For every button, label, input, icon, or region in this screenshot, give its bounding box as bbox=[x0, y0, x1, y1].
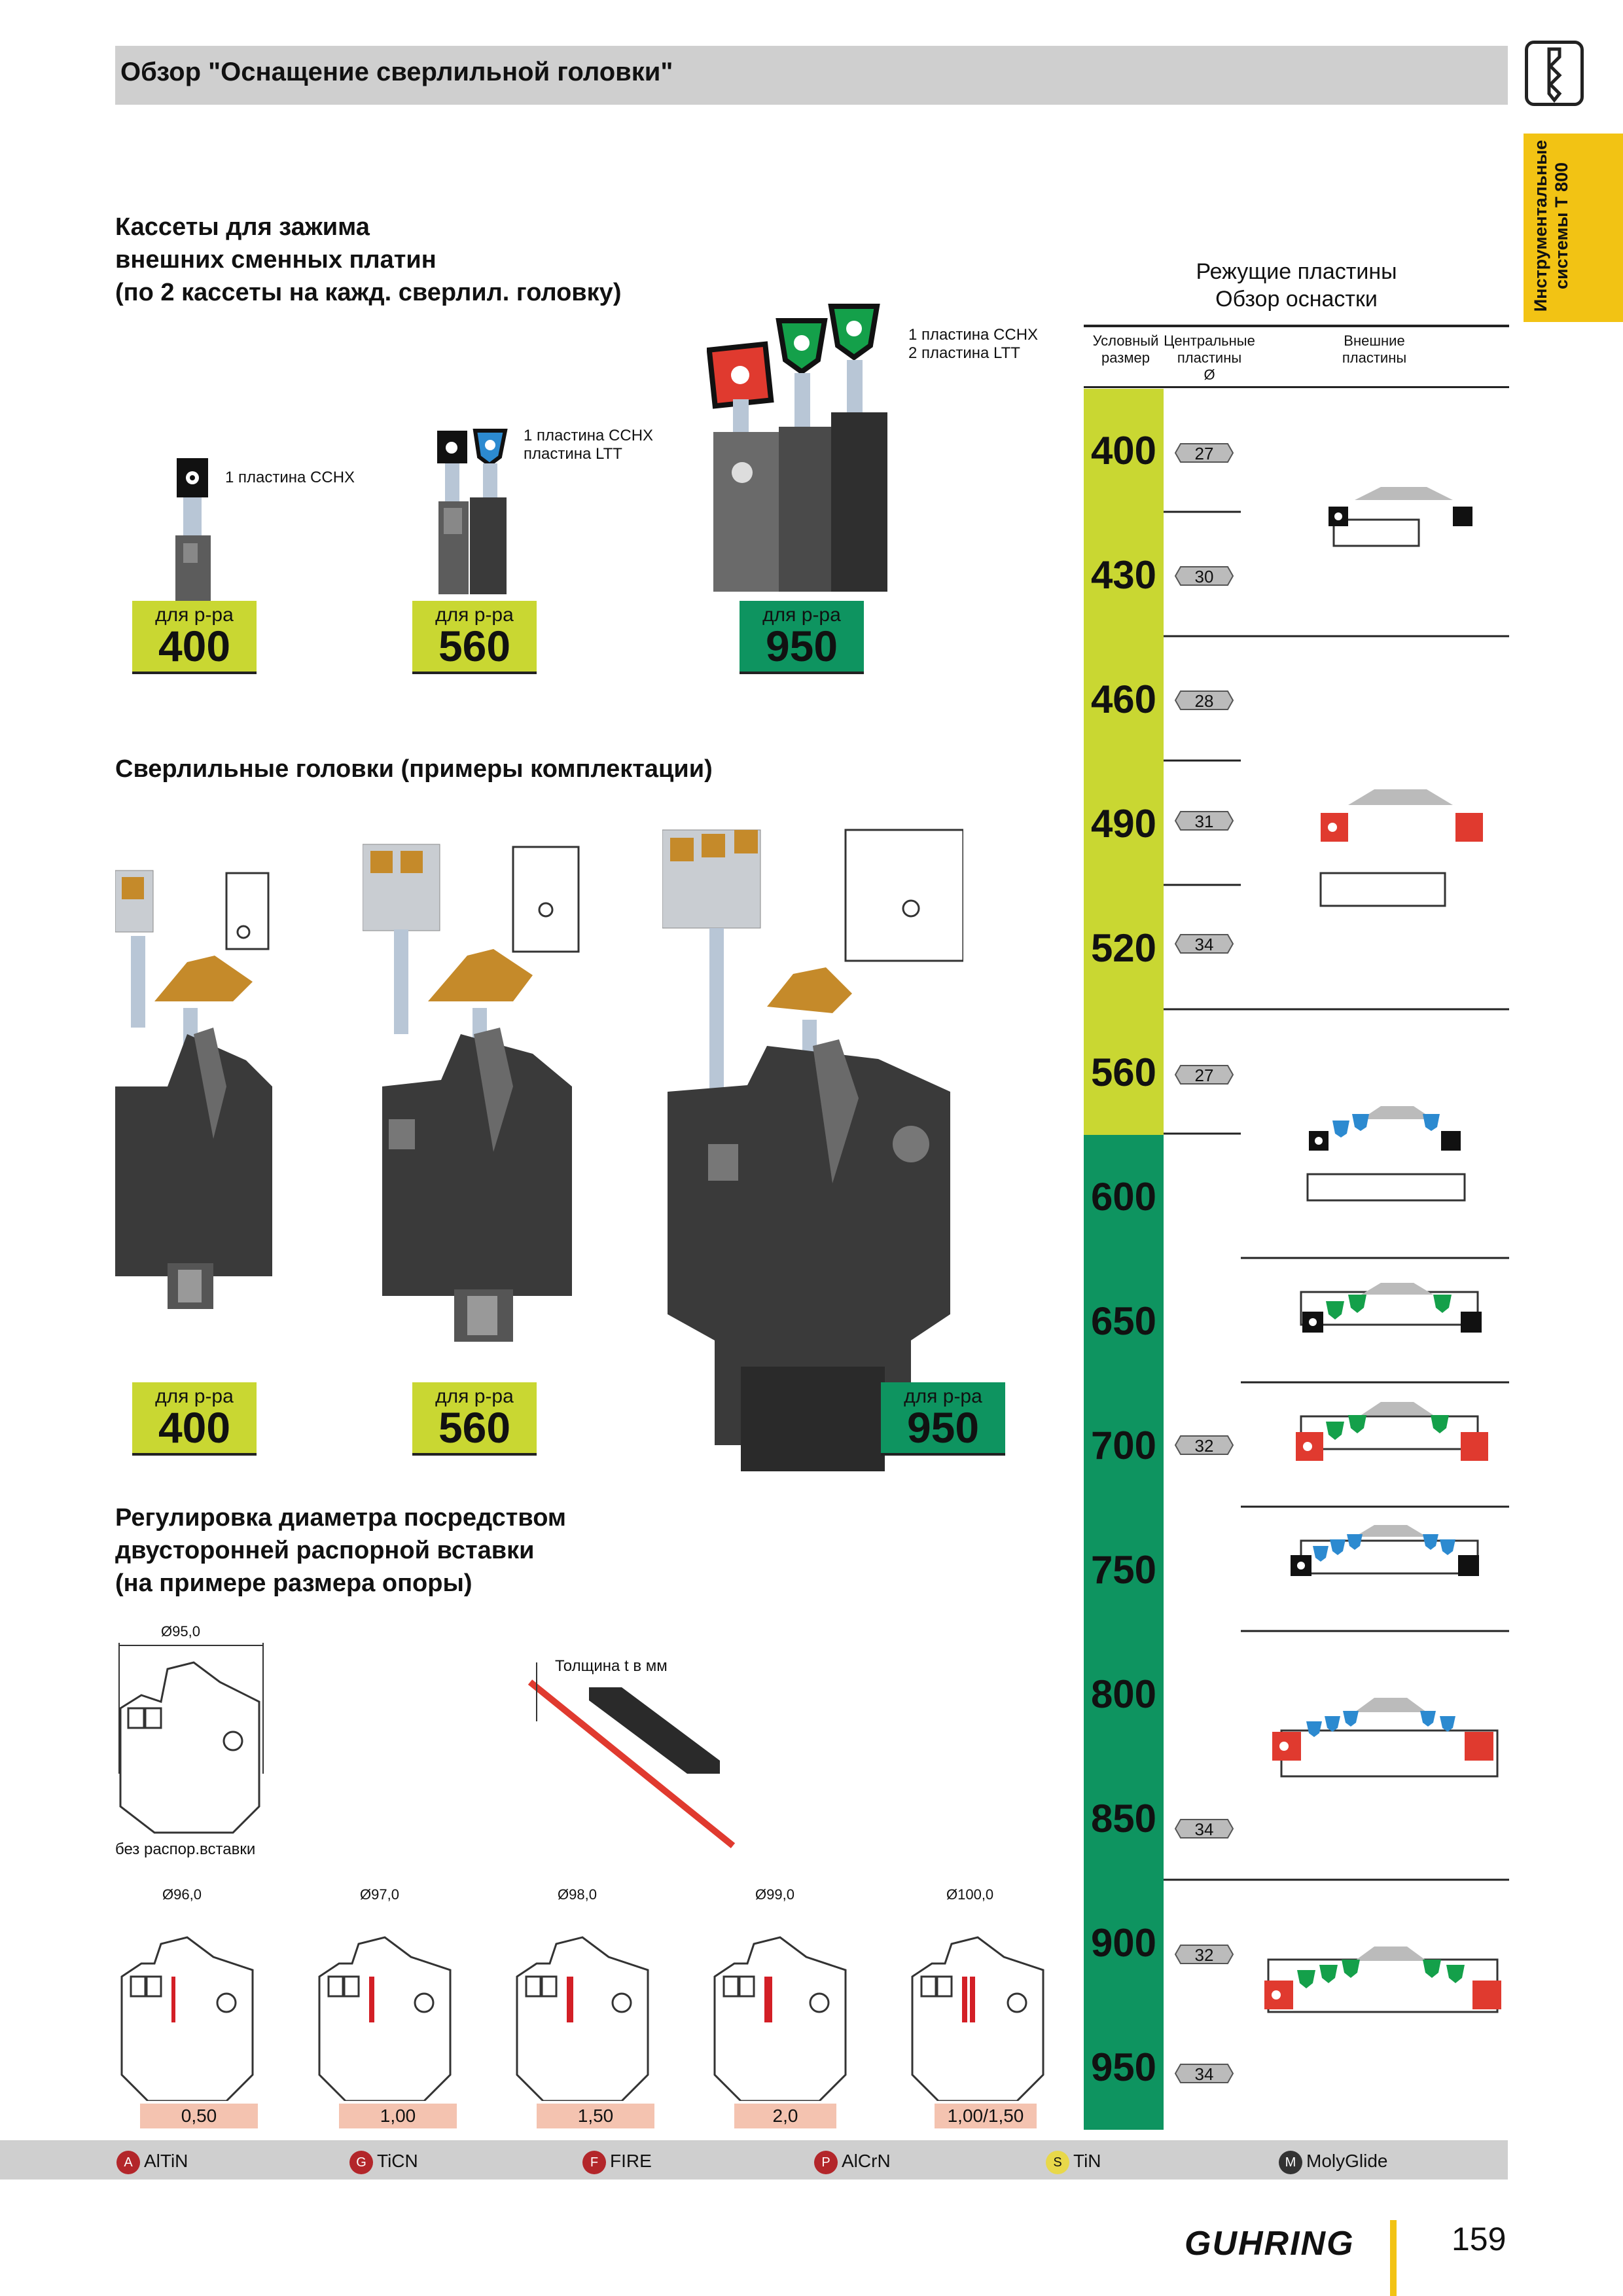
coating-ticn bbox=[349, 2148, 418, 2174]
brand-logo: GUHRING bbox=[1185, 2225, 1355, 2263]
page-number: 159 bbox=[1452, 2221, 1507, 2257]
badge-value: 560 bbox=[438, 1403, 511, 1452]
coating-label: TiCN bbox=[377, 2151, 418, 2171]
size-cell: 850 bbox=[1084, 1757, 1164, 1881]
base-diameter: Ø95,0 bbox=[161, 1623, 200, 1640]
badge-label: для р-ра bbox=[155, 1386, 234, 1407]
central-plate bbox=[1174, 690, 1234, 711]
diameter-label: Ø97,0 bbox=[360, 1886, 399, 1903]
size-cell: 560 bbox=[1084, 1011, 1164, 1135]
coating-alcrn bbox=[814, 2148, 891, 2174]
outer-inserts-400-430 bbox=[1302, 471, 1499, 563]
central-value: 34 bbox=[1194, 2064, 1214, 2084]
central-plate bbox=[1174, 1064, 1234, 1085]
central-plate bbox=[1174, 1818, 1234, 1839]
badge-value: 400 bbox=[158, 622, 231, 670]
col-header-line: Условный bbox=[1092, 332, 1159, 349]
coating-icon: A bbox=[116, 2151, 140, 2174]
central-value: 32 bbox=[1194, 1436, 1214, 1456]
size-cell: 600 bbox=[1084, 1135, 1164, 1259]
drill-head-950-image bbox=[662, 817, 963, 1478]
col-size-header bbox=[1086, 332, 1165, 367]
central-plate bbox=[1174, 2063, 1234, 2084]
coating-icon: S bbox=[1046, 2151, 1069, 2174]
page-title: Обзор "Оснащение сверлильной головки" bbox=[120, 58, 673, 86]
central-value: 34 bbox=[1194, 935, 1214, 954]
table-rule bbox=[1084, 325, 1509, 327]
cassette-560-image bbox=[432, 424, 530, 596]
size-cell: 430 bbox=[1084, 513, 1164, 637]
base-caption: без распор.вставки bbox=[115, 1840, 256, 1858]
coating-label: AlCrN bbox=[842, 2151, 891, 2171]
section1-title-line: (по 2 кассеты на кажд. сверлил. головку) bbox=[115, 279, 622, 306]
col-header-line: Ø bbox=[1204, 367, 1215, 383]
table-title-line: Обзор оснастки bbox=[1215, 287, 1378, 312]
page-header-bar bbox=[115, 46, 1508, 105]
size-cell: 700 bbox=[1084, 1384, 1164, 1508]
note-line: 1 пластина CCHX bbox=[524, 427, 654, 444]
central-value: 31 bbox=[1194, 812, 1214, 831]
badge-value: 560 bbox=[438, 622, 511, 670]
central-value: 27 bbox=[1194, 444, 1214, 463]
outer-inserts-700 bbox=[1289, 1394, 1505, 1466]
coating-label: MolyGlide bbox=[1306, 2151, 1388, 2171]
badge-label: для р-ра bbox=[155, 604, 234, 626]
col-outer-header bbox=[1302, 332, 1446, 367]
col-header-line: пластины bbox=[1342, 350, 1407, 366]
central-value: 27 bbox=[1194, 1066, 1214, 1085]
note-950 bbox=[908, 326, 1038, 363]
coating-icon: G bbox=[349, 2151, 373, 2174]
badge-950 bbox=[740, 601, 864, 674]
central-plate bbox=[1174, 933, 1234, 954]
thickness-value: 1,00/1,50 bbox=[935, 2104, 1037, 2128]
section-tab bbox=[1524, 134, 1623, 322]
table-title-line: Режущие пластины bbox=[1196, 259, 1397, 284]
size-cell: 650 bbox=[1084, 1259, 1164, 1384]
table-grid bbox=[1164, 389, 1510, 2132]
badge-label: для р-ра bbox=[435, 604, 514, 626]
note-400: 1 пластина CCHX bbox=[225, 469, 355, 486]
badge-400 bbox=[132, 1382, 257, 1456]
badge-label: для р-ра bbox=[904, 1386, 982, 1407]
coating-tin bbox=[1046, 2148, 1101, 2174]
central-value: 28 bbox=[1194, 691, 1214, 711]
outer-inserts-460-520 bbox=[1302, 772, 1499, 864]
section1-title bbox=[115, 211, 621, 309]
section1-title-line: внешних сменных платин bbox=[115, 246, 437, 274]
diameter-label: Ø100,0 bbox=[946, 1886, 994, 1903]
badge-560 bbox=[412, 601, 537, 674]
drill-icon bbox=[1525, 41, 1584, 106]
badge-560 bbox=[412, 1382, 537, 1456]
section3-title-line: Регулировка диаметра посредством bbox=[115, 1504, 567, 1532]
thickness-value: 1,00 bbox=[339, 2104, 457, 2128]
section3-title bbox=[115, 1501, 566, 1600]
section2-title: Сверлильные головки (примеры комплектации) bbox=[115, 755, 713, 783]
outer-inserts-900-950 bbox=[1257, 1937, 1512, 2016]
adjusted-heads-drawings bbox=[115, 1905, 1071, 2101]
table-title bbox=[1084, 258, 1509, 313]
spacer-insert-drawing bbox=[524, 1656, 740, 1852]
thickness-value: 0,50 bbox=[140, 2104, 258, 2128]
coating-altin bbox=[116, 2148, 188, 2174]
size-cell: 460 bbox=[1084, 637, 1164, 762]
col-header-line: Центральные bbox=[1164, 332, 1255, 349]
col-header-line: размер bbox=[1101, 350, 1150, 366]
badge-950 bbox=[881, 1382, 1005, 1456]
section1-title-line: Кассеты для зажима bbox=[115, 213, 370, 241]
badge-label: для р-ра bbox=[762, 604, 841, 626]
note-line: 1 пластина CCHX bbox=[908, 326, 1039, 344]
section-tab-label: Инструментальные системы Т 800 bbox=[1531, 139, 1571, 312]
badge-value: 400 bbox=[158, 1403, 231, 1452]
thickness-value: 1,50 bbox=[537, 2104, 654, 2128]
table-rule bbox=[1084, 386, 1509, 388]
cassette-400-image bbox=[169, 452, 221, 609]
drill-head-400-image bbox=[115, 864, 285, 1316]
note-560 bbox=[524, 427, 653, 463]
note-line: пластина LTT bbox=[524, 445, 622, 463]
central-plate bbox=[1174, 1944, 1234, 1965]
section3-title-line: двусторонней распорной вставки bbox=[115, 1537, 535, 1564]
coating-molyglide bbox=[1279, 2148, 1387, 2174]
badge-400 bbox=[132, 601, 257, 674]
thickness-value: 2,0 bbox=[734, 2104, 836, 2128]
diameter-label: Ø98,0 bbox=[558, 1886, 597, 1903]
coating-icon: F bbox=[582, 2151, 606, 2174]
coating-label: FIRE bbox=[610, 2151, 652, 2171]
central-plate bbox=[1174, 1435, 1234, 1456]
footer-accent-bar bbox=[1390, 2220, 1397, 2296]
size-cell: 490 bbox=[1084, 762, 1164, 886]
col-header-line: пластины bbox=[1177, 350, 1242, 366]
coating-icon: P bbox=[814, 2151, 838, 2174]
diameter-label: Ø99,0 bbox=[755, 1886, 794, 1903]
note-line: 2 пластина LTT bbox=[908, 344, 1020, 362]
size-cell: 900 bbox=[1084, 1881, 1164, 2005]
central-value: 32 bbox=[1194, 1945, 1214, 1965]
diameter-label: Ø96,0 bbox=[162, 1886, 202, 1903]
central-value: 30 bbox=[1194, 567, 1214, 586]
size-cell: 400 bbox=[1084, 389, 1164, 513]
outer-inserts-750 bbox=[1283, 1518, 1499, 1584]
coating-fire bbox=[582, 2148, 652, 2174]
central-plate bbox=[1174, 810, 1234, 831]
badge-label: для р-ра bbox=[435, 1386, 514, 1407]
coating-label: TiN bbox=[1073, 2151, 1101, 2171]
col-central-header bbox=[1164, 332, 1255, 384]
outer-inserts-800-850 bbox=[1263, 1689, 1505, 1767]
central-plate bbox=[1174, 565, 1234, 586]
cassette-950-image bbox=[707, 301, 897, 596]
size-cell: 750 bbox=[1084, 1508, 1164, 1632]
outer-inserts-560 bbox=[1302, 1093, 1499, 1165]
size-cell: 800 bbox=[1084, 1632, 1164, 1757]
coating-icon: M bbox=[1279, 2151, 1302, 2174]
col-header-line: Внешние bbox=[1344, 332, 1405, 349]
base-head-drawing bbox=[115, 1643, 266, 1839]
badge-value: 950 bbox=[906, 1403, 980, 1452]
size-cell: 520 bbox=[1084, 886, 1164, 1011]
central-plate bbox=[1174, 442, 1234, 463]
central-value: 34 bbox=[1194, 1820, 1214, 1839]
thickness-label: Толщина t в мм bbox=[555, 1657, 668, 1675]
section3-title-line: (на примере размера опоры) bbox=[115, 1570, 473, 1597]
coating-label: AlTiN bbox=[144, 2151, 188, 2171]
outer-inserts-600-650 bbox=[1289, 1276, 1505, 1342]
drill-head-560-image bbox=[363, 838, 611, 1348]
size-cell: 950 bbox=[1084, 2005, 1164, 2130]
badge-value: 950 bbox=[765, 622, 838, 670]
